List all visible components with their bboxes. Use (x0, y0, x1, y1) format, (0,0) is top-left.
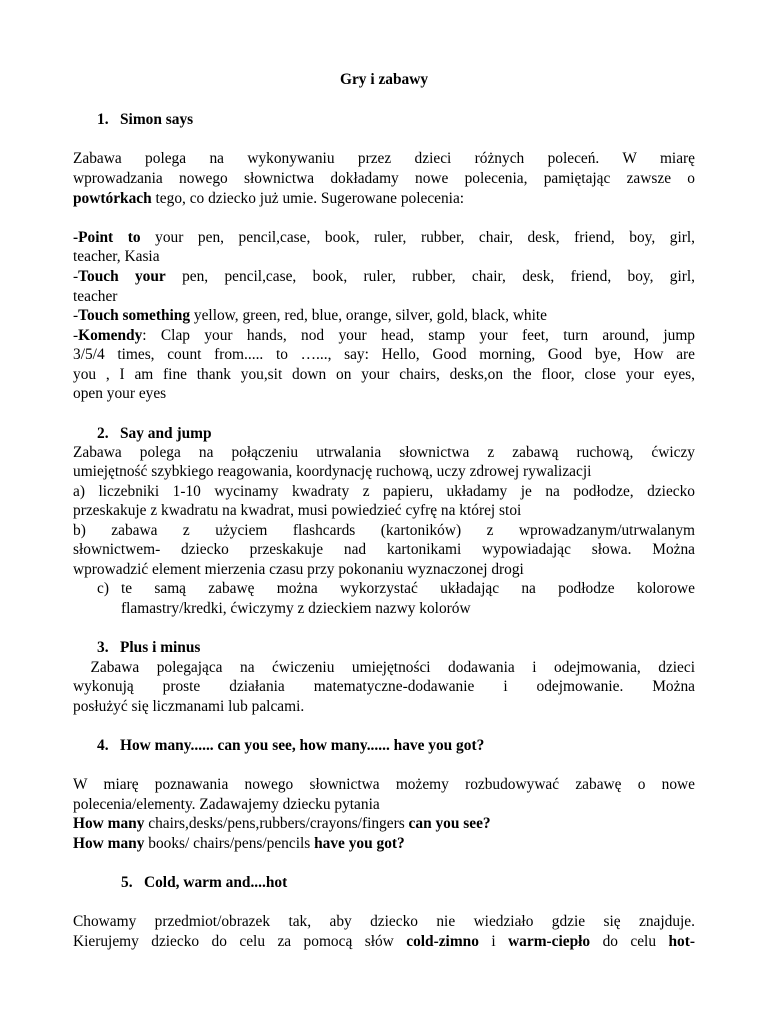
s1-touch-your-line: teacher (73, 288, 118, 305)
s1-touch-your-line (73, 267, 695, 287)
section-1-title: Simon says (120, 111, 194, 128)
s2-paragraph-line: Zabawa polega na połączeniu utrwalania słownictwa z zabawą ruchową, ćwiczy (73, 444, 695, 461)
s1-paragraph-line (73, 189, 695, 209)
s5-text: Kierujemy dziecko do celu za pomocą słów (73, 933, 407, 950)
s1-point-to-line (73, 228, 695, 248)
s4-bold-term: How many (73, 835, 145, 852)
section-2-heading (97, 424, 212, 444)
s1-text: tego, co dziecko już umie. Sugerowane polecenia: (151, 190, 465, 207)
s1-text: : Clap your hands, nod your head, stamp your feet, turn around, jump (142, 327, 695, 344)
s5-text: do celu (590, 933, 669, 950)
s1-bold-term: Touch your (78, 268, 166, 285)
s1-komendy-line: 3/5/4 times, count from..... to …..., say: Hello, Good morning, Good bye, How are (73, 346, 695, 363)
s4-bold-term: have you got? (314, 835, 405, 852)
section-3-title: Plus i minus (120, 639, 201, 656)
section-4-title: How many...... can you see, how many...... have you got? (120, 737, 485, 754)
s5-text: i (478, 933, 509, 950)
s1-bold-term: powtórkach (73, 190, 152, 207)
section-4-number: 4. (97, 737, 109, 754)
s2-item-b-line: słownictwem- dziecko przeskakuje nad kartonikami wypowiadając słowa. Można (73, 541, 695, 558)
s4-bold-term: can you see? (408, 815, 491, 832)
s5-paragraph-line (73, 932, 695, 952)
s1-text: - (73, 307, 79, 324)
section-3-number: 3. (97, 639, 109, 656)
s2-item-c-label: c) (97, 580, 109, 597)
s2-item-c-line: te samą zabawę można wykorzystać układając na podłodze kolorowe (121, 580, 695, 597)
section-1-heading (97, 110, 193, 130)
s4-paragraph-line: W miarę poznawania nowego słownictwa możemy rozbudowywać zabawę o nowe (73, 776, 695, 793)
s2-item-b-line: b) zabawa z użyciem flashcards (kartoników) z wprowadzanym/utrwalanym (73, 522, 695, 539)
s2-paragraph-line: umiejętność szybkiego reagowania, koordynację ruchową, uczy zdrowej rywalizacji (73, 463, 592, 480)
s1-text: yellow, green, red, blue, orange, silver, gold, black, white (190, 307, 548, 324)
s1-point-to-line: teacher, Kasia (73, 248, 160, 265)
s3-paragraph-line: wykonują proste działania matematyczne-dodawanie i odejmowanie. Można (73, 678, 695, 695)
s5-paragraph-line: Chowamy przedmiot/obrazek tak, aby dziecko nie wiedziało gdzie się znajduje. (73, 913, 695, 930)
s5-bold-term: warm-ciepło (508, 933, 591, 950)
s4-text: chairs,desks/pens,rubbers/crayons/fingers (144, 815, 409, 832)
s1-komendy-line (73, 326, 695, 346)
s2-item-a-line: a) liczebniki 1-10 wycinamy kwadraty z papieru, układamy je na podłodze, dziecko (73, 483, 695, 500)
s4-paragraph-line: polecenia/elementy. Zadawajemy dziecku pytania (73, 796, 380, 813)
s2-item-c-line: flamastry/kredki, ćwiczymy z dzieckiem nazwy kolorów (121, 600, 471, 617)
s1-komendy-line: you , I am fine thank you,sit down on your chairs, desks,on the floor, close your eyes, (73, 366, 695, 383)
s4-question-line (73, 814, 695, 834)
section-5-number: 5. (121, 874, 133, 891)
s1-touch-something-line (73, 306, 695, 326)
s1-paragraph-line: wprowadzania nowego słownictwa dokładamy nowe polecenia, pamiętając zawsze o (73, 170, 695, 187)
s2-item-a-line: przeskakuje z kwadratu na kwadrat, musi powiedzieć cyfrę na której stoi (73, 502, 522, 519)
section-3-heading (97, 638, 200, 658)
section-2-title: Say and jump (120, 425, 212, 442)
s4-bold-term: How many (73, 815, 145, 832)
section-4-heading (97, 736, 484, 756)
s1-text: - (73, 327, 79, 344)
s2-item-b-line: wprowadzić element mierzenia czasu przy pokonaniu wyznaczonej drogi (73, 561, 524, 578)
s5-bold-term: cold-zimno (406, 933, 479, 950)
section-1-number: 1. (97, 111, 109, 128)
section-2-number: 2. (97, 425, 109, 442)
s1-bold-term: Touch something (78, 307, 191, 324)
s3-paragraph-line: Zabawa polegająca na ćwiczeniu umiejętności dodawania i odejmowania, dzieci (73, 659, 695, 676)
s4-text: books/ chairs/pens/pencils (144, 835, 315, 852)
s1-text: pen, pencil,case, book, ruler, rubber, chair, desk, friend, boy, girl, (165, 268, 695, 285)
s4-question-line (73, 834, 695, 854)
s1-bold-term: Komendy (78, 327, 143, 344)
s1-paragraph-line: Zabawa polega na wykonywaniu przez dzieci różnych poleceń. W miarę (73, 150, 695, 167)
s1-bold-term: -Point to (73, 229, 141, 246)
section-5-heading (121, 873, 287, 893)
s1-text: - (73, 268, 79, 285)
s3-paragraph-line: posłużyć się liczmanami lub palcami. (73, 698, 305, 715)
s1-komendy-line: open your eyes (73, 385, 167, 402)
s1-text: your pen, pencil,case, book, ruler, rubber, chair, desk, friend, boy, girl, (140, 229, 695, 246)
s5-bold-term: hot- (668, 933, 695, 950)
document-title: Gry i zabawy (339, 71, 429, 88)
section-5-title: Cold, warm and....hot (144, 874, 288, 891)
